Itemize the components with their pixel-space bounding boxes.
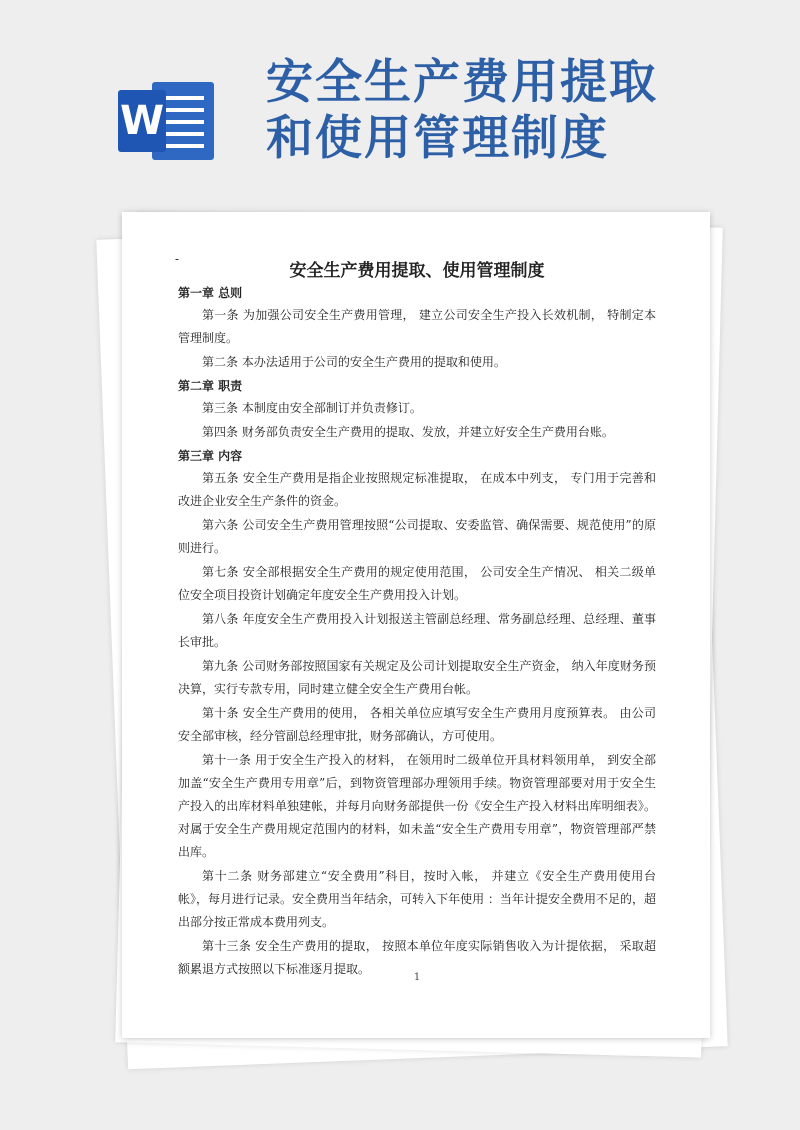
header-banner (0, 0, 800, 200)
page-number: 1 (413, 972, 421, 983)
article-paragraph: 第十三条 安全生产费用的提取， 按照本单位年度实际销售收入为计提依据， 采取超额累退方式按照以下标准逐月提取。 (178, 939, 656, 976)
article-paragraph: 第七条 安全部根据安全生产费用的规定使用范围， 公司安全生产情况、 相关二级单位安全项目投资计划确定年度安全生产费用投入计划。 (178, 565, 656, 602)
word-icon-line (162, 132, 204, 136)
article-paragraph: 第十一条 用于安全生产投入的材料， 在领用时二级单位开具材料领用单， 到安全部加盖“安全生产费用专用章”后，到物资管理部办理领用手续。物资管理部要对用于安全生产投入的出库材料单独建帐，并每月向财务部提供一份《安全生产投入材料出库明细表》。对属于安全生产费用规定范围内的材料，如未盖“安全生产费用专用章”，物资管理部严禁出库。 (178, 753, 656, 859)
word-icon-line (162, 144, 204, 148)
article-paragraph: 第四条 财务部负责安全生产费用的提取、发放，并建立好安全生产费用台账。 (202, 425, 614, 439)
article-paragraph: 第一条 为加强公司安全生产费用管理， 建立公司安全生产投入长效机制， 特制定本管理制度。 (178, 308, 656, 345)
header-marker: - (175, 252, 180, 266)
banner-title-line-1: 安全生产费用提取 (266, 55, 658, 110)
article-paragraph: 第八条 年度安全生产费用投入计划报送主管副总经理、常务副总经理、总经理、董事长审批。 (178, 612, 656, 649)
document-page (122, 212, 710, 1038)
chapter-title: 第三章 内容 (178, 449, 243, 463)
article-paragraph: 第十条 安全生产费用的使用， 各相关单位应填写安全生产费用月度预算表。 由公司安全部审核，经分管副总经理审批，财务部确认，方可使用。 (178, 706, 656, 743)
word-icon (118, 76, 218, 166)
article-paragraph: 第三条 本制度由安全部制订并负责修订。 (202, 401, 422, 415)
article-paragraph: 第二条 本办法适用于公司的安全生产费用的提取和使用。 (202, 355, 506, 369)
document-body (178, 282, 656, 982)
article-paragraph: 第六条 公司安全生产费用管理按照“公司提取、安委监管、确保需要、规范使用”的原则进行。 (178, 518, 656, 555)
chapter-title: 第一章 总则 (178, 286, 243, 300)
article-paragraph: 第十二条 财务部建立“安全费用”科目，按时入帐， 并建立《安全生产费用使用台帐》，每月进行记录。安全费用当年结余，可转入下年使用 ：当年计提安全费用不足的，超出部分按正常成本费用列支。 (178, 869, 656, 929)
article-paragraph: 第五条 安全生产费用是指企业按照规定标准提取， 在成本中列支， 专门用于完善和改进企业安全生产条件的资金。 (178, 471, 656, 508)
word-icon-line (162, 108, 204, 112)
word-icon-line (162, 120, 204, 124)
word-icon-line (162, 96, 204, 100)
document-heading: 安全生产费用提取、使用管理制度 (289, 261, 545, 281)
banner-title-line-2: 和使用管理制度 (266, 111, 609, 166)
chapter-title: 第二章 职责 (178, 379, 243, 393)
word-icon-letter: W (118, 90, 166, 152)
article-paragraph: 第九条 公司财务部按照国家有关规定及公司计划提取安全生产资金， 纳入年度财务预决算，实行专款专用，同时建立健全安全生产费用台帐。 (178, 659, 656, 696)
